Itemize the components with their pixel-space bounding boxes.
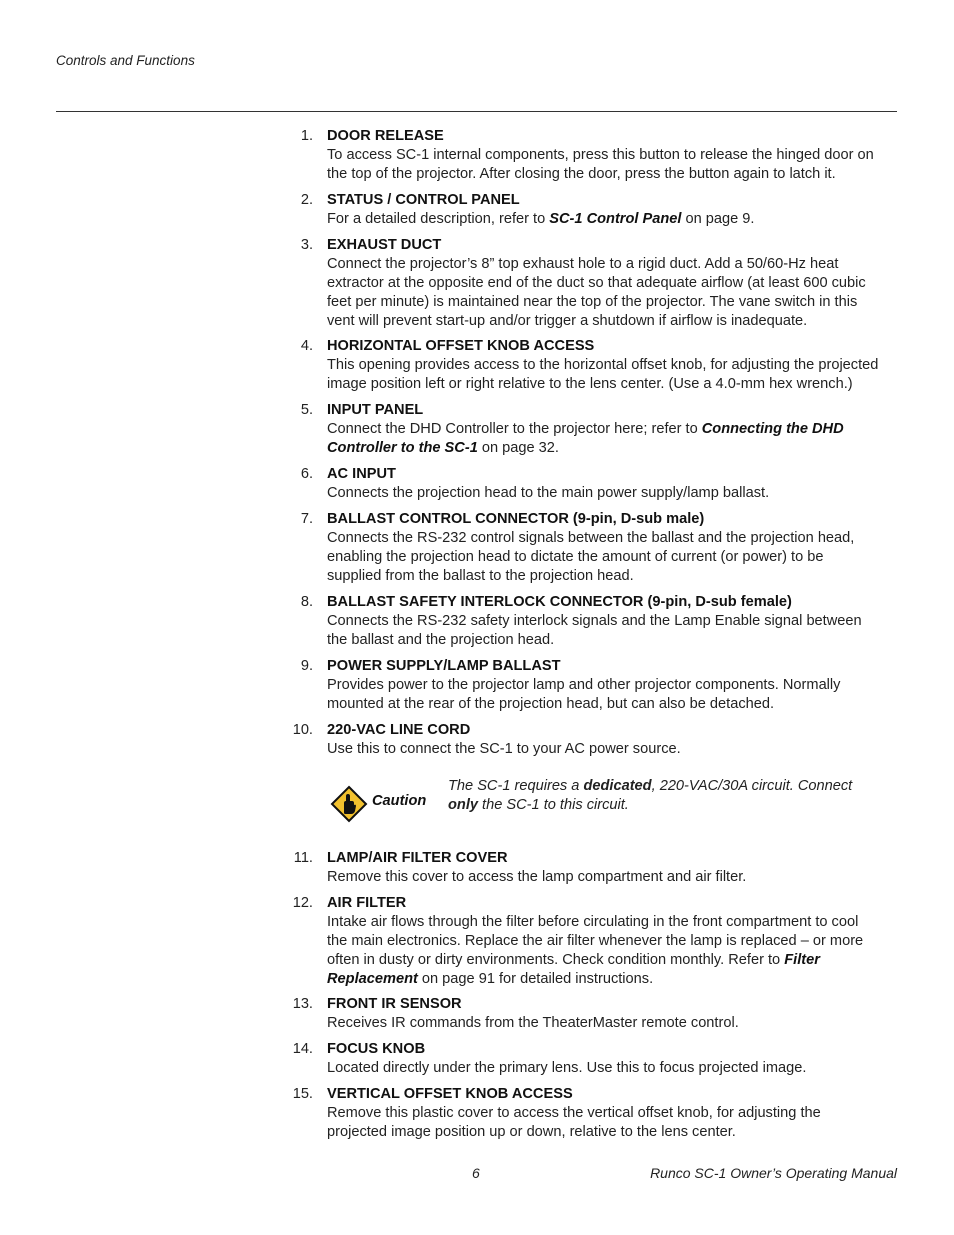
description-line: This opening provides access to the horizontal offset knob, for adjusting the projected bbox=[327, 357, 879, 373]
description-text: often in dusty or dirty environments. Check condition monthly. Refer to bbox=[327, 952, 785, 968]
item-number: 14. bbox=[292, 1041, 313, 1057]
item-description bbox=[327, 676, 897, 714]
item-number: 1. bbox=[300, 128, 313, 144]
item-description bbox=[327, 356, 897, 394]
caution-emphasis: only bbox=[448, 797, 478, 813]
item-title: BALLAST CONTROL CONNECTOR (9-pin, D-sub male) bbox=[327, 511, 705, 527]
item-description bbox=[327, 529, 897, 586]
item-description bbox=[327, 913, 897, 989]
description-line: the top of the projector. After closing the door, press the button again to latch it. bbox=[327, 166, 836, 182]
item-description bbox=[327, 146, 897, 184]
description-text: For a detailed description, refer to bbox=[327, 211, 550, 227]
item-description bbox=[327, 740, 897, 759]
item-description bbox=[327, 210, 897, 229]
description-line bbox=[327, 970, 897, 989]
description-text: on page 32. bbox=[477, 440, 559, 456]
item-title: EXHAUST DUCT bbox=[327, 237, 442, 253]
cross-reference-link[interactable]: Replacement bbox=[327, 971, 418, 987]
caution-text-part: , 220-VAC/30A circuit. Connect bbox=[651, 778, 853, 794]
description-line: Located directly under the primary lens. Use this to focus projected image. bbox=[327, 1060, 807, 1076]
description-line: mounted at the rear of the projection head, but can also be detached. bbox=[327, 696, 775, 712]
caution-text-part: The SC-1 requires a bbox=[448, 778, 584, 794]
page-number: 6 bbox=[472, 1165, 480, 1181]
item-number: 8. bbox=[300, 594, 313, 610]
description-text: Connect the DHD Controller to the projector here; refer to bbox=[327, 421, 702, 437]
caution-emphasis: dedicated bbox=[583, 778, 652, 794]
running-header: Controls and Functions bbox=[56, 53, 195, 68]
item-title: AC INPUT bbox=[327, 466, 396, 482]
description-line: vent will prevent start-up and/or trigger a shutdown if airflow is inadequate. bbox=[327, 313, 808, 329]
cross-reference-link[interactable]: Connecting the DHD bbox=[701, 421, 844, 437]
item-description bbox=[327, 612, 897, 650]
description-line bbox=[327, 420, 897, 439]
description-text: on page 9. bbox=[681, 211, 755, 227]
item-title: HORIZONTAL OFFSET KNOB ACCESS bbox=[327, 338, 595, 354]
item-description bbox=[327, 420, 897, 458]
item-number: 11. bbox=[293, 850, 313, 866]
item-number: 4. bbox=[300, 338, 313, 354]
cross-reference-link[interactable]: Controller to the SC-1 bbox=[327, 440, 478, 456]
item-description bbox=[327, 1059, 897, 1078]
item-description bbox=[327, 1014, 897, 1033]
description-text: on page 91 for detailed instructions. bbox=[417, 971, 654, 987]
item-number: 12. bbox=[292, 895, 313, 911]
caution-text-part: the SC-1 to this circuit. bbox=[478, 797, 629, 813]
description-line: Receives IR commands from the TheaterMaster remote control. bbox=[327, 1015, 739, 1031]
cross-reference-link[interactable]: Filter bbox=[784, 952, 820, 968]
item-title: AIR FILTER bbox=[327, 895, 407, 911]
description-line: Use this to connect the SC-1 to your AC power source. bbox=[327, 741, 681, 757]
item-number: 9. bbox=[300, 658, 313, 674]
header-rule bbox=[56, 111, 897, 112]
footer-manual-title: Runco SC-1 Owner’s Operating Manual bbox=[650, 1165, 897, 1181]
description-line: projected image position up or down, relative to the lens center. bbox=[327, 1124, 736, 1140]
description-line: extractor at the opposite end of the duct so that adequate airflow (at least 600 cubic bbox=[327, 275, 866, 291]
item-title: INPUT PANEL bbox=[327, 402, 424, 418]
item-title: POWER SUPPLY/LAMP BALLAST bbox=[327, 658, 561, 674]
item-number: 5. bbox=[300, 402, 313, 418]
description-line bbox=[327, 439, 897, 458]
item-title: DOOR RELEASE bbox=[327, 128, 444, 144]
item-number: 6. bbox=[300, 466, 313, 482]
description-line: Provides power to the projector lamp and other projector components. Normally bbox=[327, 677, 841, 693]
cross-reference-link[interactable]: SC-1 Control Panel bbox=[549, 211, 682, 227]
description-line: Connects the projection head to the main power supply/lamp ballast. bbox=[327, 485, 770, 501]
description-line: Connects the RS-232 control signals between the ballast and the projection head, bbox=[327, 530, 855, 546]
item-number: 10. bbox=[292, 722, 313, 738]
item-title: BALLAST SAFETY INTERLOCK CONNECTOR (9-pin, D-sub female) bbox=[327, 594, 792, 610]
item-description bbox=[327, 1104, 897, 1142]
item-number: 15. bbox=[292, 1086, 313, 1102]
description-line bbox=[327, 951, 897, 970]
description-line: feet per minute) is maintained near the top of the projector. The vane switch in this bbox=[327, 294, 858, 310]
description-line: enabling the projection head to dictate the amount of current (or power) to be bbox=[327, 549, 824, 565]
item-number: 7. bbox=[300, 511, 313, 527]
description-line: Remove this plastic cover to access the vertical offset knob, for adjusting the bbox=[327, 1105, 821, 1121]
item-title: FRONT IR SENSOR bbox=[327, 996, 462, 1012]
description-line: To access SC-1 internal components, press this button to release the hinged door on bbox=[327, 147, 874, 163]
item-title: LAMP/AIR FILTER COVER bbox=[327, 850, 508, 866]
caution-note bbox=[327, 778, 897, 828]
description-line: supplied from the ballast to the projection head. bbox=[327, 568, 634, 584]
description-line: the ballast and the projection head. bbox=[327, 632, 555, 648]
item-number: 3. bbox=[300, 237, 313, 253]
item-description bbox=[327, 255, 897, 331]
item-description bbox=[327, 868, 897, 887]
description-line: image position left or right relative to the lens center. (Use a 4.0-mm hex wrench.) bbox=[327, 376, 853, 392]
caution-hand-icon bbox=[329, 784, 369, 824]
item-title: FOCUS KNOB bbox=[327, 1041, 426, 1057]
item-number: 13. bbox=[292, 996, 313, 1012]
item-title: STATUS / CONTROL PANEL bbox=[327, 192, 520, 208]
description-line: the main electronics. Replace the air filter whenever the lamp is replaced – or more bbox=[327, 933, 864, 949]
caution-text bbox=[448, 777, 900, 815]
caution-label: Caution bbox=[372, 793, 427, 809]
item-number: 2. bbox=[300, 192, 313, 208]
description-line: Remove this cover to access the lamp compartment and air filter. bbox=[327, 869, 747, 885]
item-title: 220-VAC LINE CORD bbox=[327, 722, 471, 738]
description-line: Intake air flows through the filter before circulating in the front compartment to cool bbox=[327, 914, 859, 930]
item-title: VERTICAL OFFSET KNOB ACCESS bbox=[327, 1086, 573, 1102]
description-line: Connects the RS-232 safety interlock signals and the Lamp Enable signal between bbox=[327, 613, 862, 629]
description-line: Connect the projector’s 8” top exhaust hole to a rigid duct. Add a 50/60-Hz heat bbox=[327, 256, 839, 272]
item-description bbox=[327, 484, 897, 503]
